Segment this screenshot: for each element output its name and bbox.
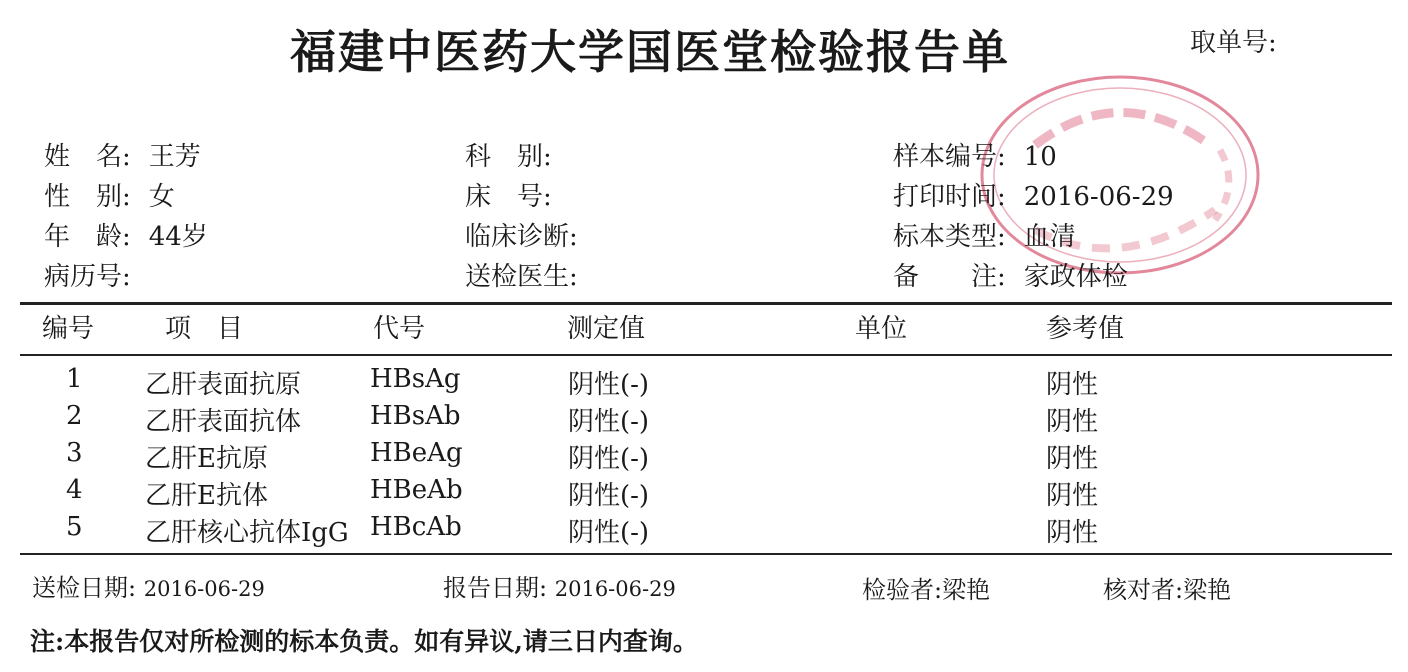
- sample-number-label: 样本编号:: [893, 142, 1006, 172]
- cell-ref: 阴性: [1046, 481, 1099, 511]
- report-title: 福建中医药大学国医堂检验报告单: [290, 25, 1010, 79]
- patient-record-row: [44, 256, 149, 293]
- patient-sex-value: 女: [148, 182, 175, 212]
- tester-value: 梁艳: [942, 576, 991, 604]
- cell-code: HBeAb: [370, 475, 463, 505]
- header-reference: 参考值: [1046, 314, 1125, 344]
- send-date-row: [32, 568, 265, 603]
- checker-label: 核对者:: [1103, 576, 1184, 604]
- sample-type-value: 血清: [1023, 222, 1076, 252]
- patient-age-row: [44, 216, 208, 253]
- send-date-label: 送检日期:: [32, 574, 137, 602]
- cell-no: 2: [66, 401, 83, 431]
- patient-name-value: 王芳: [148, 142, 201, 172]
- header-item: 项 目: [165, 314, 244, 344]
- diagnosis-label: 临床诊断:: [465, 222, 578, 252]
- checker-row: [1103, 570, 1231, 605]
- cell-no: 4: [66, 475, 83, 505]
- print-time-value: 2016-06-29: [1023, 182, 1174, 212]
- cell-ref: 阴性: [1046, 370, 1099, 400]
- bed-label: 床 号:: [465, 182, 552, 212]
- cell-item: 乙肝E抗原: [145, 444, 268, 474]
- cell-code: HBeAg: [370, 438, 463, 468]
- patient-name-label: 姓 名:: [44, 142, 131, 172]
- cell-result: 阴性(-): [568, 481, 650, 511]
- cell-no: 1: [66, 364, 83, 394]
- remark-label: 备 注:: [893, 262, 1006, 292]
- table-header-rule: [20, 354, 1392, 356]
- patient-record-label: 病历号:: [44, 262, 131, 292]
- sample-number-value: 10: [1023, 142, 1057, 172]
- print-time-row: [893, 176, 1174, 213]
- header-code: 代号: [373, 314, 426, 344]
- send-date-value: 2016-06-29: [143, 577, 265, 601]
- cell-result: 阴性(-): [568, 407, 650, 437]
- table-bottom-rule: [20, 553, 1392, 555]
- bed-row: [465, 176, 570, 213]
- header-number: 编号: [42, 314, 95, 344]
- report-date-value: 2016-06-29: [554, 577, 676, 601]
- cell-code: HBsAg: [370, 364, 461, 394]
- cell-no: 5: [66, 512, 83, 542]
- cell-result: 阴性(-): [568, 370, 650, 400]
- dept-row: [465, 136, 570, 173]
- cell-item: 乙肝核心抗体IgG: [145, 518, 349, 548]
- cell-item: 乙肝表面抗原: [145, 370, 302, 400]
- sample-type-label: 标本类型:: [893, 222, 1006, 252]
- dept-label: 科 别:: [465, 142, 552, 172]
- cell-result: 阴性(-): [568, 444, 650, 474]
- patient-name-row: [44, 136, 201, 173]
- tester-label: 检验者:: [862, 576, 943, 604]
- sample-number-row: [893, 136, 1057, 173]
- cell-no: 3: [66, 438, 83, 468]
- report-date-label: 报告日期:: [443, 574, 548, 602]
- doctor-label: 送检医生:: [465, 262, 578, 292]
- cell-ref: 阴性: [1046, 444, 1099, 474]
- header-result: 测定值: [567, 314, 646, 344]
- ticket-number-label: 取单号:: [1190, 28, 1277, 58]
- table-top-rule: [20, 302, 1392, 305]
- header-unit: 单位: [855, 314, 908, 344]
- cell-ref: 阴性: [1046, 518, 1099, 548]
- sample-type-row: [893, 216, 1076, 253]
- cell-item: 乙肝表面抗体: [145, 407, 302, 437]
- cell-code: HBcAb: [370, 512, 462, 542]
- remark-value: 家政体检: [1023, 262, 1128, 292]
- patient-age-value: 44岁: [148, 222, 208, 252]
- remark-row: [893, 256, 1128, 293]
- patient-sex-label: 性 别:: [44, 182, 131, 212]
- print-time-label: 打印时间:: [893, 182, 1006, 212]
- doctor-row: [465, 256, 596, 293]
- report-date-row: [443, 568, 676, 603]
- cell-ref: 阴性: [1046, 407, 1099, 437]
- diagnosis-row: [465, 216, 596, 253]
- patient-age-label: 年 龄:: [44, 222, 131, 252]
- disclaimer-note: 注:本报告仅对所检测的标本负责。如有异议,请三日内查询。: [30, 627, 698, 656]
- cell-code: HBsAb: [370, 401, 461, 431]
- tester-row: [862, 570, 990, 605]
- patient-sex-row: [44, 176, 175, 213]
- checker-value: 梁艳: [1183, 576, 1232, 604]
- cell-item: 乙肝E抗体: [145, 481, 268, 511]
- cell-result: 阴性(-): [568, 518, 650, 548]
